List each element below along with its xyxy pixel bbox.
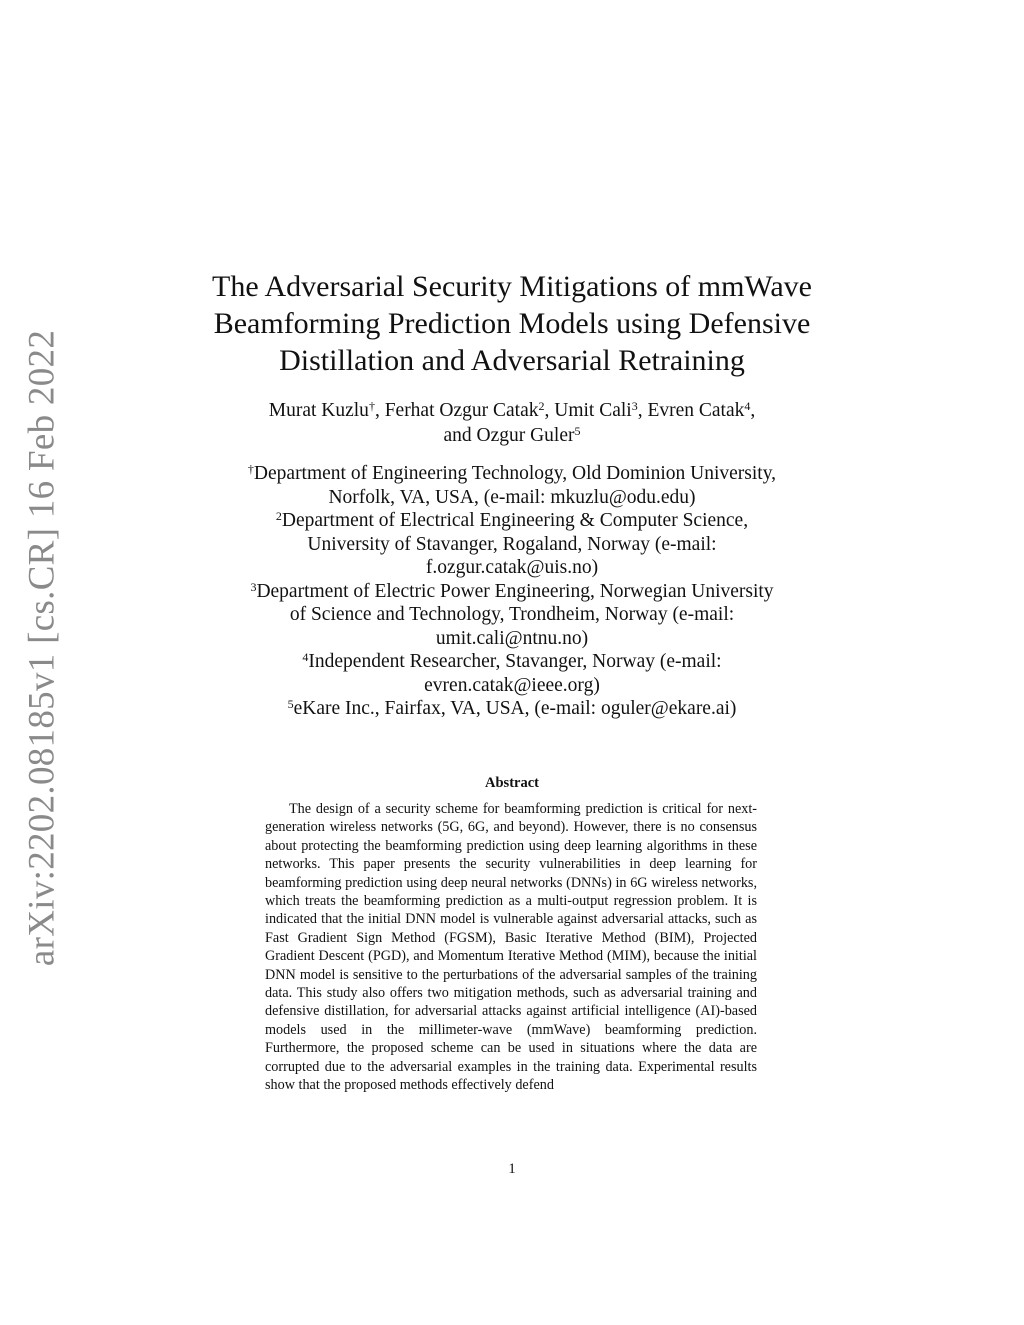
- arxiv-identifier-stamp: arXiv:2202.08185v1 [cs.CR] 16 Feb 2022: [21, 329, 63, 967]
- affiliation: [0, 697, 1024, 721]
- author-line: [0, 423, 1024, 448]
- author-line: [0, 398, 1024, 423]
- affiliation-mark: 3: [250, 579, 257, 594]
- title-line: The Adversarial Security Mitigations of mmWave: [212, 270, 812, 303]
- affiliation-line: of Science and Technology, Trondheim, Norway (e-mail:: [289, 604, 735, 625]
- affiliation-mark: †: [368, 399, 375, 413]
- affiliation: [0, 580, 1024, 651]
- affiliation-line: Norfolk, VA, USA, (e-mail: mkuzlu@odu.edu): [328, 486, 696, 508]
- author-separator: ,: [750, 400, 756, 421]
- affiliation-mark: †: [247, 462, 254, 476]
- affiliation: [0, 650, 1024, 697]
- abstract-text: The design of a security scheme for beamforming prediction is critical for next-generation wireless networks (5G, 6G, and beyond). However, there is no consensus about protecting the beamforming prediction using deep learning algorithms in these networks. This paper presents the security vulnerabilities in deep learning for beamforming prediction using deep neural networks (DNNs) in 6G wireless networks, which treats the beamforming prediction as a multi-output regression problem. It is indicated that the initial DNN model is vulnerable against adversarial attacks, such as Fast Gradient Sign Method (FGSM), Basic Iterative Method (BIM), Projected Gradient Descent (PGD), and Momentum Iterative Method (MIM), because the initial DNN model is sensitive to the perturbations of the adversarial samples of the training data. This study also offers two mitigation methods, such as adversarial training and defensive distillation, for adversarial attacks against artificial intelligence (AI)-based models used in the millimeter-wave (mmWave) beamforming prediction. Furthermore, the proposed scheme can be used in situations where the data are corrupted due to the adversarial examples in the training data. Experimental results show that the proposed methods effectively defend: [265, 801, 757, 1094]
- affiliation-line: [0, 697, 1024, 721]
- affiliation-line: [0, 509, 1024, 533]
- page-number: 1: [508, 1161, 516, 1177]
- title-line: Distillation and Adversarial Retraining: [279, 344, 745, 377]
- author-name: and Ozgur Guler: [443, 425, 575, 446]
- affiliation-text: Department of Engineering Technology, Old Dominion University,: [253, 463, 777, 484]
- author-name: , Evren Catak: [637, 400, 745, 421]
- affiliation-list: [0, 462, 1024, 721]
- author-name: , Ferhat Ozgur Catak: [374, 400, 539, 421]
- affiliation: [0, 462, 1024, 509]
- affiliation-mark: 5: [574, 424, 581, 438]
- affiliation-text: Independent Researcher, Stavanger, Norway (e-mail:: [308, 651, 722, 672]
- author-list: [0, 398, 1024, 448]
- author-name: , Umit Cali: [544, 400, 632, 421]
- affiliation-mark: 5: [287, 697, 294, 711]
- affiliation-mark: 4: [744, 399, 751, 413]
- author-name: Murat Kuzlu: [268, 400, 369, 421]
- affiliation-text: eKare Inc., Fairfax, VA, USA, (e-mail: oguler@ekare.ai): [293, 698, 737, 719]
- affiliation-line: evren.catak@ieee.org): [424, 674, 600, 696]
- affiliation-line: [0, 580, 1024, 604]
- affiliation-line: umit.cali@ntnu.no): [435, 627, 589, 649]
- affiliation-text: Department of Electric Power Engineering, Norwegian University: [256, 580, 774, 602]
- title-line: Beamforming Prediction Models using Defensive: [213, 307, 811, 340]
- affiliation-line: f.ozgur.catak@uis.no): [425, 557, 599, 578]
- affiliation: [0, 509, 1024, 580]
- affiliation-mark: 3: [631, 399, 638, 413]
- affiliation-line: University of Stavanger, Rogaland, Norway (e-mail:: [307, 533, 717, 555]
- affiliation-mark: 2: [538, 399, 545, 413]
- affiliation-text: Department of Electrical Engineering & Computer Science,: [281, 510, 749, 531]
- affiliation-line: [0, 650, 1024, 674]
- affiliation-mark: 2: [275, 509, 282, 523]
- affiliation-mark: 4: [302, 650, 309, 664]
- paper-title: [0, 268, 1024, 379]
- abstract-heading: Abstract: [485, 775, 539, 791]
- affiliation-line: [0, 462, 1024, 486]
